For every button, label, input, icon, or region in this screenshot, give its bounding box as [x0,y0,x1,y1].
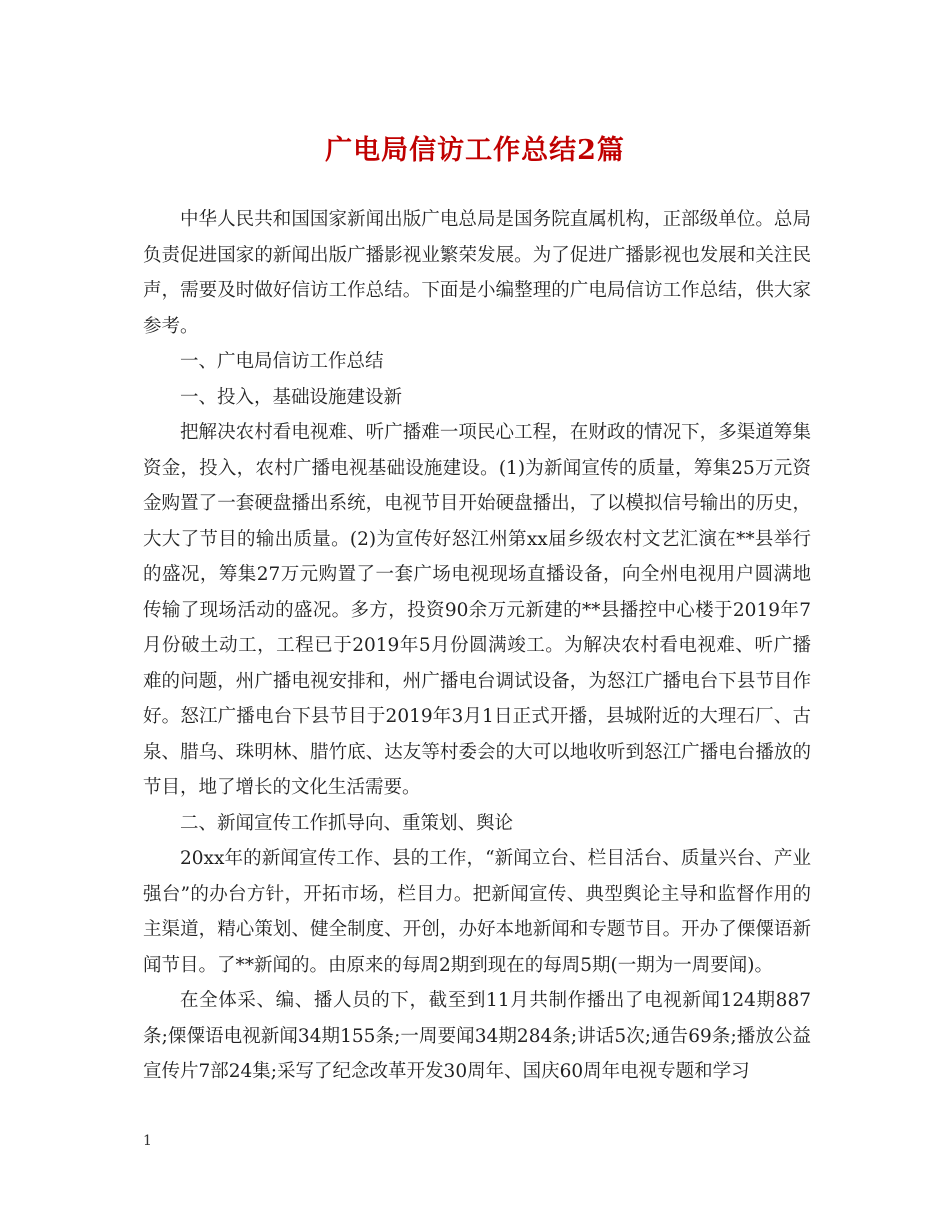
body-paragraph: 把解决农村看电视难、听广播难一项民心工程，在财政的情况下，多渠道筹集资金，投入，农村广播电视基础设施建设。(1)为新闻宣传的质量，筹集25万元资金购置了一套硬盘播出系统，电视节目开始硬盘播出，了以模拟信号输出的历史，大大了节目的输出质量。(2)为宣传好怒江州第xx届乡级农村文艺汇演在**县举行的盛况，筹集27万元购置了一套广场电视现场直播设备，向全州电视用户圆满地传输了现场活动的盛况。多方，投资90余万元新建的**县播控中心楼于2019年7月份破土动工，工程已于2019年5月份圆满竣工。为解决农村看电视难、听广播难的问题，州广播电视安排和，州广播电台调试设备，为怒江广播电台下县节目作好。怒江广播电台下县节目于2019年3月1日正式开播，县城附近的大理石厂、古泉、腊乌、珠明林、腊竹底、达友等村委会的大可以地收听到怒江广播电台播放的节目，地了增长的文化生活需要。 [143,422,811,798]
body-paragraph: 20xx年的新闻宣传工作、县的工作，“新闻立台、栏目活台、质量兴台、产业强台”的办台方针，开拓市场，栏目力。把新闻宣传、典型舆论主导和监督作用的主渠道，精心策划、健全制度、开创，办好本地新闻和专题节目。开办了傈僳语新闻节目。了**新闻的。由原来的每周2期到现在的每周5期(一期为一周要闻)。 [143,848,811,976]
subsection-heading: 一、投入，基础设施建设新 [180,386,403,408]
document-title: 广电局信访工作总结2篇 [325,135,625,166]
page-number: 1 [143,1133,152,1149]
document-body [143,202,811,1090]
intro-paragraph: 中华人民共和国国家新闻出版广电总局是国务院直属机构，正部级单位。总局负责促进国家的新闻出版广播影视业繁荣发展。为了促进广播影视也发展和关注民声，需要及时做好信访工作总结。下面是小编整理的广电局信访工作总结，供大家参考。 [143,209,811,337]
body-paragraph: 在全体采、编、播人员的下，截至到11月共制作播出了电视新闻124期887条;傈僳语电视新闻34期155条;一周要闻34期284条;讲话5次;通告69条;播放公益宣传片7部24集;采写了纪念改革开发30周年、国庆60周年电视专题和学习 [143,990,811,1082]
section-heading: 一、广电局信访工作总结 [180,351,384,372]
subsection-heading: 二、新闻宣传工作抓导向、重策划、舆论 [180,812,514,834]
